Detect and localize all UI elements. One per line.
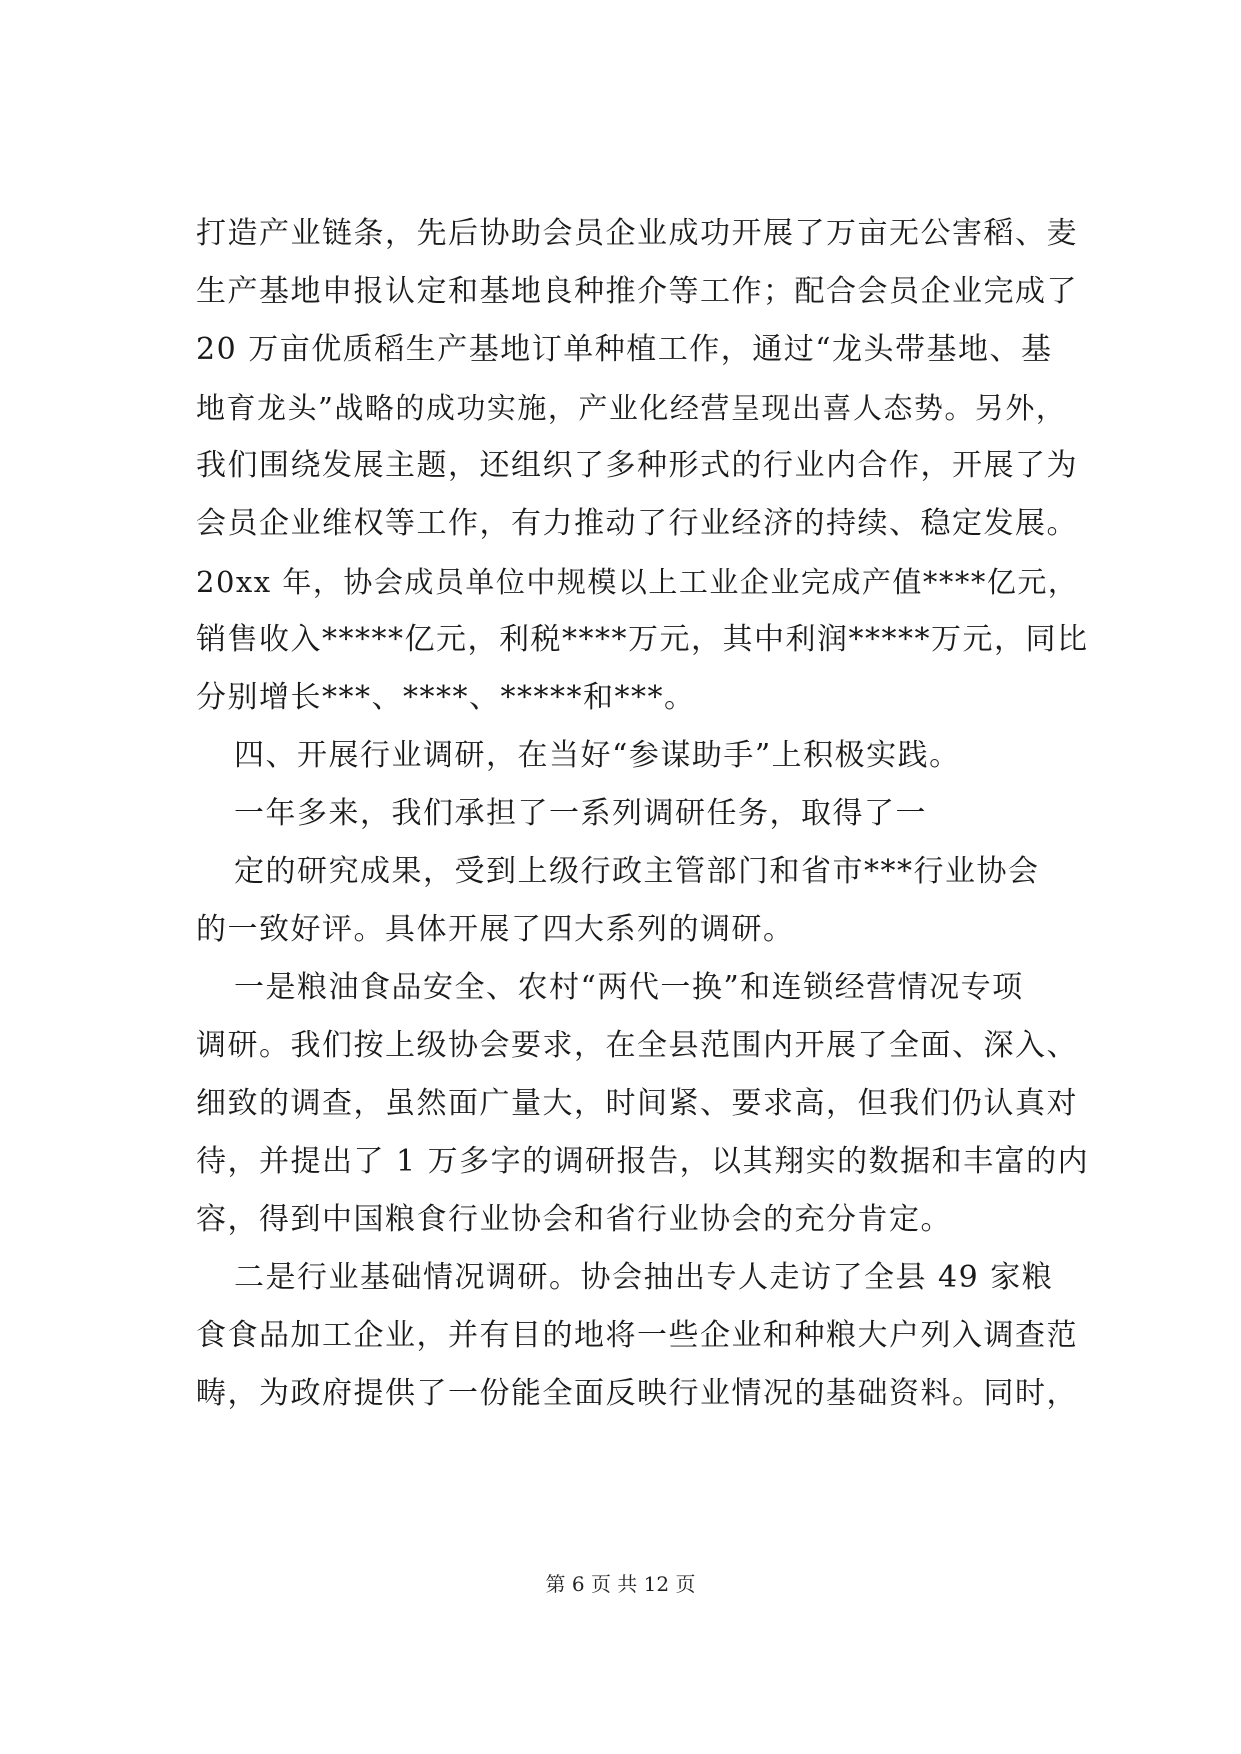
body-text-line: 20 万亩优质稻生产基地订单种植工作，通过“龙头带基地、基 — [196, 332, 1053, 367]
body-text-line: 畴，为政府提供了一份能全面反映行业情况的基础资料。同时， — [196, 1376, 1078, 1411]
body-text-line: 一是粮油食品安全、农村“两代一换”和连锁经营情况专项 — [234, 970, 1024, 1005]
body-text-line: 会员企业维权等工作，有力推动了行业经济的持续、稳定发展。 — [196, 506, 1078, 541]
body-text-line: 打造产业链条，先后协助会员企业成功开展了万亩无公害稻、麦 — [196, 216, 1078, 251]
body-text-line: 销售收入*****亿元，利税****万元，其中利润*****万元，同比 — [196, 622, 1089, 657]
body-text-line: 生产基地申报认定和基地良种推介等工作；配合会员企业完成了 — [196, 274, 1078, 309]
body-text-line: 二是行业基础情况调研。协会抽出专人走访了全县 49 家粮 — [234, 1260, 1054, 1295]
body-text-line: 地育龙头”战略的成功实施，产业化经营呈现出喜人态势。另外， — [196, 391, 1067, 425]
body-text-line: 容，得到中国粮食行业协会和省行业协会的充分肯定。 — [196, 1202, 952, 1237]
section-heading: 四、开展行业调研，在当好“参谋助手”上积极实践。 — [234, 738, 961, 773]
body-text-line: 待，并提出了 1 万多字的调研报告，以其翔实的数据和丰富的内 — [196, 1144, 1090, 1179]
body-text-line: 食食品加工企业，并有目的地将一些企业和种粮大户列入调查范 — [196, 1318, 1078, 1353]
body-text-line: 的一致好评。具体开展了四大系列的调研。 — [196, 912, 795, 947]
body-text-line: 我们围绕发展主题，还组织了多种形式的行业内合作，开展了为 — [196, 448, 1078, 483]
body-text-line: 分别增长***、****、*****和***。 — [196, 680, 696, 715]
body-text-line: 20xx 年，协会成员单位中规模以上工业企业完成产值****亿元， — [196, 565, 1079, 599]
body-text-line: 调研。我们按上级协会要求，在全县范围内开展了全面、深入、 — [196, 1028, 1078, 1063]
body-text-line: 一年多来，我们承担了一系列调研任务，取得了一 — [234, 796, 927, 831]
body-text-line: 细致的调查，虽然面广量大，时间紧、要求高，但我们仍认真对 — [196, 1086, 1078, 1121]
body-text-line: 定的研究成果，受到上级行政主管部门和省市***行业协会 — [234, 854, 1040, 889]
page-number-footer: 第 6 页 共 12 页 — [545, 1572, 696, 1596]
